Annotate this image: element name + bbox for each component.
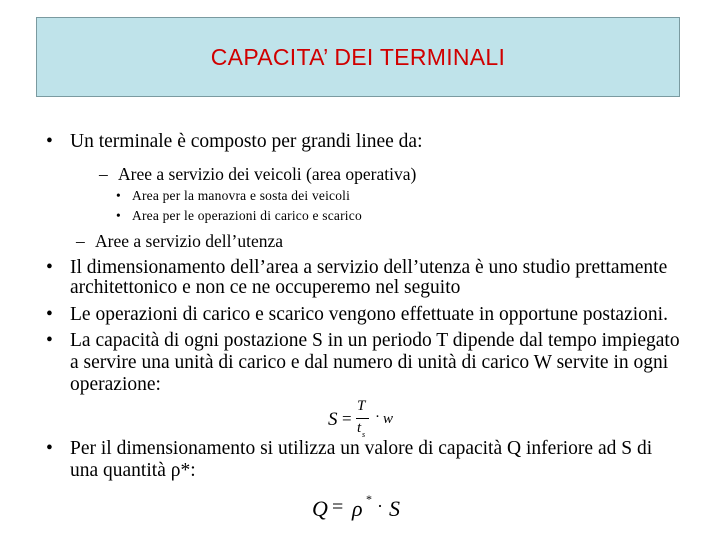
bullet-marker: • — [46, 257, 53, 278]
formula-t-denominator: t — [357, 420, 362, 436]
bullet-4-line-3: operazione: — [70, 374, 161, 395]
bullet-4-line-1: La capacità di ogni postazione S in un periodo T dipende dal tempo impiegato — [70, 330, 680, 351]
formula-s-subscript: s — [362, 430, 366, 439]
formula-equals: = — [332, 496, 344, 518]
formula-q-lhs: Q — [312, 496, 328, 521]
sub-sub-item-carico: Area per le operazioni di carico e scarico — [132, 208, 362, 223]
bullet-5-line-1: Per il dimensionamento si utilizza un valore di capacità Q inferiore ad S di — [70, 438, 653, 459]
formula-capacity-q — [312, 492, 412, 526]
formula-w: w — [383, 411, 394, 427]
sub-sub-item-manovra: Area per la manovra e sosta dei veicoli — [132, 188, 351, 203]
bullet-5-line-2: una quantità ρ*: — [70, 460, 196, 481]
sub-item-area-operativa: Aree a servizio dei veicoli (area operativa) — [118, 164, 417, 184]
bullet-marker: • — [46, 438, 53, 459]
formula-equals: = — [342, 409, 352, 428]
dash-marker: – — [99, 164, 108, 184]
sub-item-utenza: Aree a servizio dell’utenza — [95, 231, 284, 251]
bullet-4-line-2: a servire una unità di carico e dal numero di unità di carico W servite in ogni — [70, 352, 669, 373]
bullet-2-line-2: architettonico e non ce ne occuperemo nel seguito — [70, 277, 461, 298]
bullet-marker: • — [46, 330, 53, 351]
bullet-marker: • — [116, 208, 121, 223]
bullet-marker: • — [46, 304, 53, 325]
formula-dot: · — [377, 496, 383, 516]
bullet-marker: • — [116, 188, 121, 203]
formula-t-numerator: T — [357, 398, 366, 414]
bullet-2-line-1: Il dimensionamento dell’area a servizio dell’utenza è uno studio prettamente — [70, 257, 668, 278]
formula-capacity-s — [328, 400, 398, 440]
fraction-bar — [356, 418, 369, 419]
formula-dot: · — [375, 409, 380, 425]
bullet-1-text: Un terminale è composto per grandi linee da: — [70, 131, 423, 152]
page-title: CAPACITA’ DEI TERMINALI — [210, 43, 506, 70]
formula-star: * — [366, 492, 372, 506]
formula-s: S — [389, 496, 400, 521]
formula-rho: ρ — [352, 496, 363, 521]
bullet-3-text: Le operazioni di carico e scarico vengono effettuate in opportune postazioni. — [70, 304, 668, 325]
formula-s-lhs: S — [328, 409, 338, 430]
dash-marker: – — [76, 231, 85, 251]
bullet-marker: • — [46, 131, 53, 152]
